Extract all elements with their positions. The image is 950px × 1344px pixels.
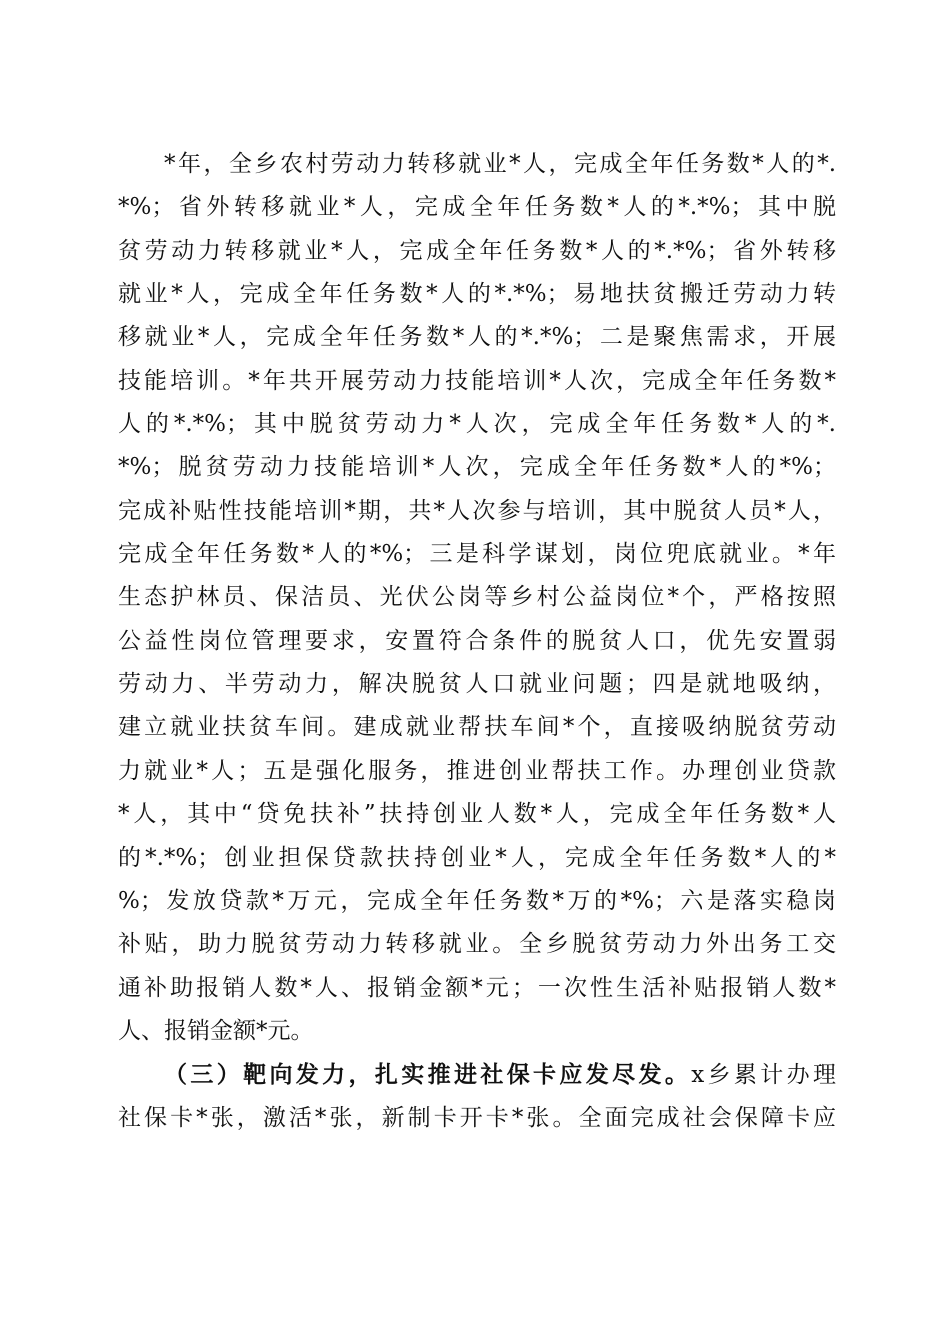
paragraph-social-security-card	[118, 1053, 836, 1140]
text-line: 人的*.*%；其中脱贫劳动力*人次，完成全年任务数*人的*.	[118, 411, 836, 438]
text-line: 社保卡*张，激活*张，新制卡开卡*张。全面完成社会保障卡应	[118, 1104, 836, 1131]
document-body	[118, 143, 836, 1140]
text-line: 移就业*人，完成全年任务数*人的*.*%；二是聚焦需求，开展	[118, 324, 836, 351]
text-line: 就业*人，完成全年任务数*人的*.*%；易地扶贫搬迁劳动力转	[118, 281, 836, 308]
text-line: 完成全年任务数*人的*%；三是科学谋划，岗位兜底就业。*年	[118, 541, 836, 568]
text-line: 通补助报销人数*人、报销金额*元；一次性生活补贴报销人数*	[118, 974, 836, 1001]
text-span: x乡累计办理	[691, 1062, 836, 1089]
text-line: 力就业*人；五是强化服务，推进创业帮扶工作。办理创业贷款	[118, 757, 836, 784]
text-line: *%；脱贫劳动力技能培训*人次，完成全年任务数*人的*%；	[118, 454, 836, 481]
text-line: 技能培训。*年共开展劳动力技能培训*人次，完成全年任务数*	[118, 367, 836, 394]
paragraph-employment	[118, 143, 836, 1053]
text-line: %；发放贷款*万元，完成全年任务数*万的*%；六是落实稳岗	[118, 887, 836, 914]
text-line: 建立就业扶贫车间。建成就业帮扶车间*个，直接吸纳脱贫劳动	[118, 714, 836, 741]
text-line: *年，全乡农村劳动力转移就业*人，完成全年任务数*人的*.	[164, 151, 836, 177]
text-line: 贫劳动力转移就业*人，完成全年任务数*人的*.*%；省外转移	[118, 237, 836, 264]
text-line: 完成补贴性技能培训*期，共*人次参与培训，其中脱贫人员*人，	[118, 497, 836, 524]
text-line: 人、报销金额*元。	[118, 1017, 314, 1044]
text-line: 劳动力、半劳动力，解决脱贫人口就业问题；四是就地吸纳，	[118, 671, 836, 698]
text-line: 公益性岗位管理要求，安置符合条件的脱贫人口，优先安置弱	[118, 627, 836, 654]
text-line: 生态护林员、保洁员、光伏公岗等乡村公益岗位*个，严格按照	[118, 584, 836, 611]
text-line	[118, 1053, 836, 1096]
section-heading: （三）靶向发力，扎实推进社保卡应发尽发。	[164, 1061, 692, 1089]
text-line: 的*.*%；创业担保贷款扶持创业*人，完成全年任务数*人的*	[118, 844, 836, 871]
text-line: *人，其中“贷免扶补”扶持创业人数*人，完成全年任务数*人	[118, 801, 836, 828]
text-line: 补贴，助力脱贫劳动力转移就业。全乡脱贫劳动力外出务工交	[118, 931, 836, 958]
text-line: *%；省外转移就业*人，完成全年任务数*人的*.*%；其中脱	[118, 194, 836, 221]
